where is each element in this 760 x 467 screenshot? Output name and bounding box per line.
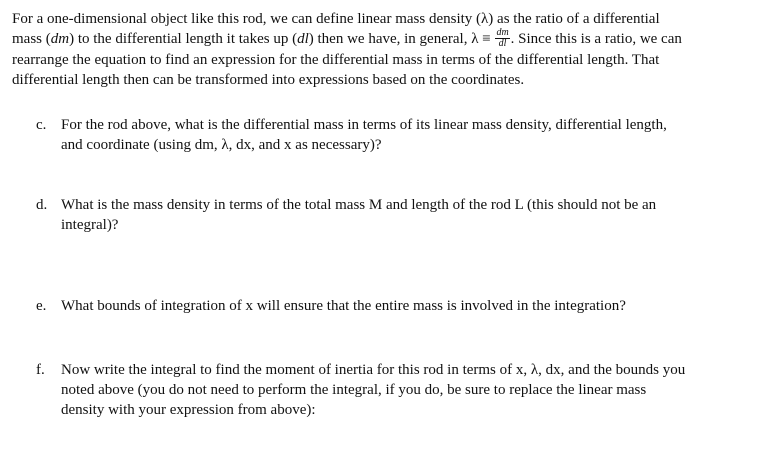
- intro-line-1: For a one-dimensional object like this rod, we can define linear mass density (λ) as the ratio of a differential: [12, 11, 660, 27]
- question-line: noted above (you do not need to perform the integral, if you do, be sure to replace the linear mass: [61, 382, 647, 398]
- intro-text: ) then we have, in general, λ ≡: [308, 31, 495, 47]
- question-line: density with your expression from above):: [61, 402, 316, 418]
- question-letter: f.: [36, 362, 45, 378]
- fraction-denominator: dl: [498, 38, 507, 50]
- question-line: What bounds of integration of x will ensure that the entire mass is involved in the integration?: [61, 298, 626, 314]
- question-line: For the rod above, what is the differential mass in terms of its linear mass density, differential length,: [61, 117, 667, 133]
- question-line: Now write the integral to find the moment of inertia for this rod in terms of x, λ, dx, and the bounds you: [61, 362, 686, 378]
- intro-line-4: differential length then can be transformed into expressions based on the coordinates.: [12, 72, 525, 89]
- question-text: [61, 195, 741, 235]
- question-line: integral)?: [61, 217, 119, 233]
- dm-symbol: dm: [50, 31, 70, 47]
- intro-text: . Since this is a ratio, we can: [510, 31, 682, 47]
- intro-line-2: [12, 29, 752, 50]
- question-letter: c.: [36, 117, 47, 133]
- fraction-numerator: dm: [496, 27, 509, 39]
- question-line: and coordinate (using dm, λ, dx, and x as necessary)?: [61, 137, 382, 153]
- dm-over-dl-fraction: [495, 28, 509, 49]
- question-letter: d.: [36, 197, 48, 213]
- intro-text: ) to the differential length it takes up (: [69, 31, 298, 47]
- question-text: [61, 296, 741, 316]
- question-letter: e.: [36, 298, 47, 314]
- question-line: What is the mass density in terms of the total mass M and length of the rod L (this should not be an: [61, 197, 657, 213]
- intro-text: mass (: [12, 31, 51, 47]
- intro-line-3: rearrange the equation to find an expression for the differential mass in terms of the differential length. That: [12, 52, 660, 69]
- question-text: [61, 360, 741, 420]
- dl-symbol: dl: [297, 31, 309, 47]
- intro-paragraph: [12, 9, 752, 90]
- question-text: [61, 115, 741, 155]
